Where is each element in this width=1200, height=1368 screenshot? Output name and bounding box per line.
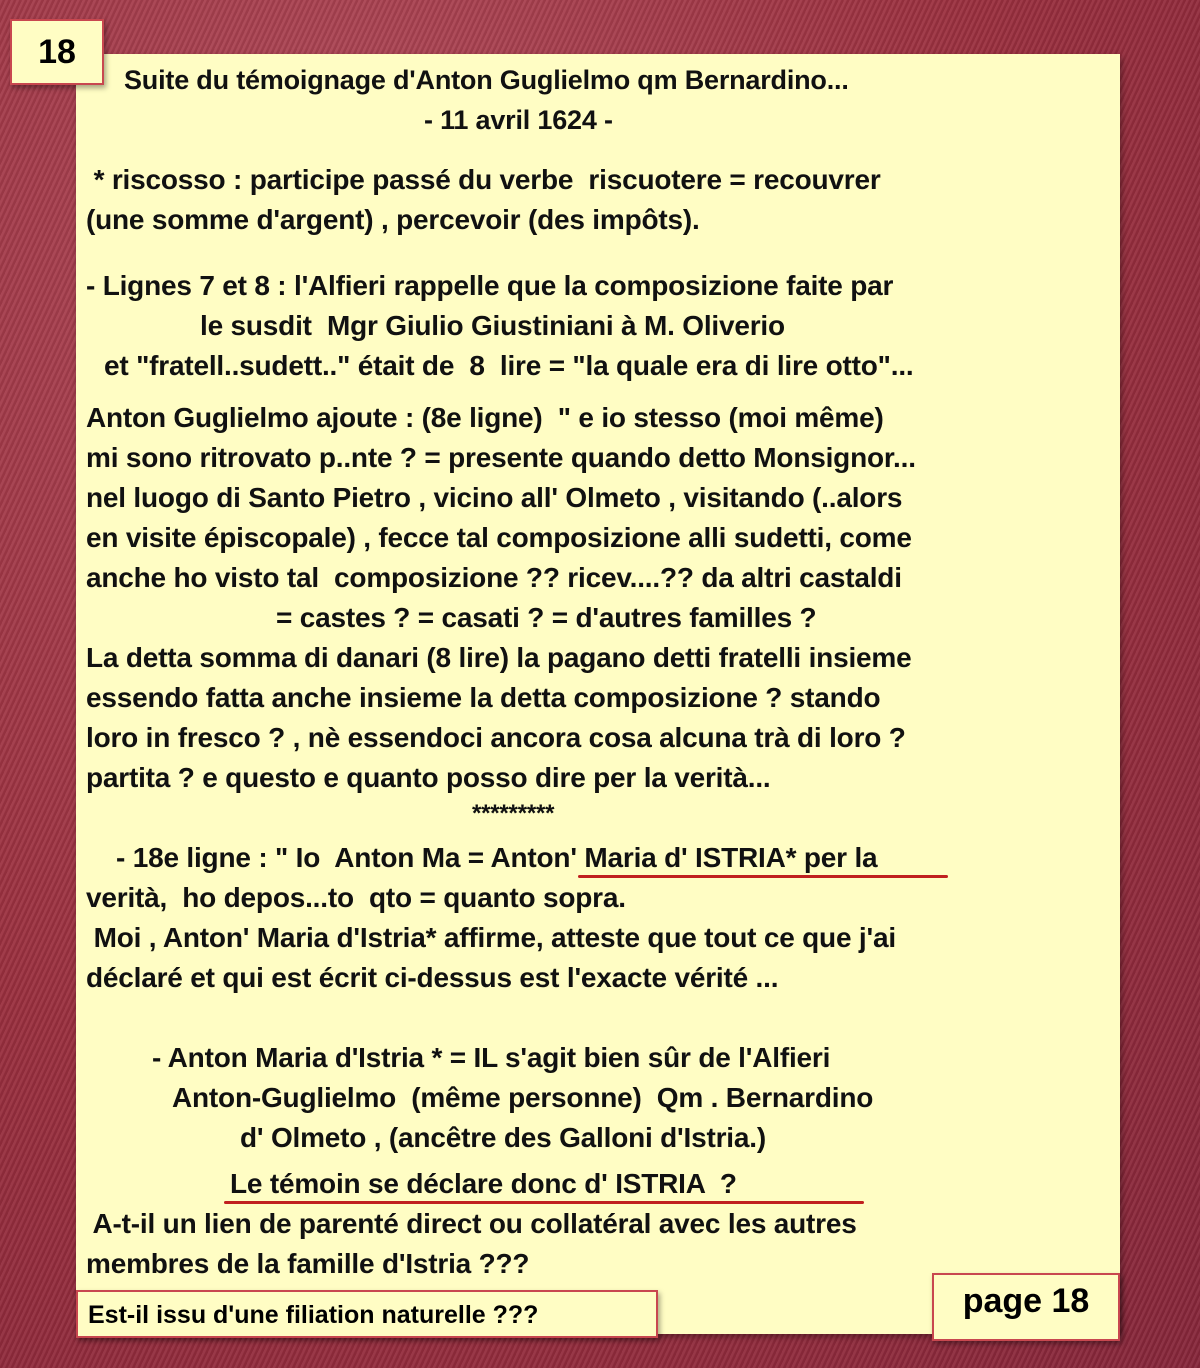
text-line: en visite épiscopale) , fecce tal composizione alli sudetti, come <box>86 522 912 553</box>
text-line: La detta somma di danari (8 lire) la pagano detti fratelli insieme <box>86 642 912 673</box>
separator-asterisks: ********* <box>472 800 555 827</box>
text-line: - Anton Maria d'Istria * = IL s'agit bien sûr de l'Alfieri <box>152 1042 831 1073</box>
text-line: déclaré et qui est écrit ci-dessus est l'exacte vérité ... <box>86 962 779 993</box>
text-line: verità, ho depos...to qto = quanto sopra. <box>86 882 626 913</box>
text-line: (une somme d'argent) , percevoir (des impôts). <box>86 204 700 235</box>
page-number-badge: 18 <box>10 19 104 85</box>
text-line: le susdit Mgr Giulio Giustiniani à M. Oliverio <box>200 310 785 341</box>
text-line: Moi , Anton' Maria d'Istria* affirme, atteste que tout ce que j'ai <box>86 922 896 953</box>
text-line: A-t-il un lien de parenté direct ou collatéral avec les autres <box>86 1208 857 1239</box>
text-line: - Lignes 7 et 8 : l'Alfieri rappelle que la composizione faite par <box>86 270 894 301</box>
text-line: mi sono ritrovato p..nte ? = presente quando detto Monsignor... <box>86 442 916 473</box>
text-line: partita ? e questo e quanto posso dire per la verità... <box>86 762 771 793</box>
text-line: Anton-Guglielmo (même personne) Qm . Bernardino <box>172 1082 874 1113</box>
highlighted-question: Le témoin se déclare donc d' ISTRIA ? <box>230 1168 737 1199</box>
text-line: loro in fresco ? , nè essendoci ancora cosa alcuna trà di loro ? <box>86 722 906 753</box>
text-line: - 18e ligne : " Io Anton Ma = Anton' Maria d' ISTRIA* per la <box>116 842 878 873</box>
text-line: anche ho visto tal composizione ?? ricev....?? da altri castaldi <box>86 562 902 593</box>
text-line: = castes ? = casati ? = d'autres familles ? <box>276 602 817 633</box>
text-line: Anton Guglielmo ajoute : (8e ligne) " e io stesso (moi même) <box>86 402 884 433</box>
text-line: d' Olmeto , (ancêtre des Galloni d'Istria.) <box>240 1122 766 1153</box>
text-line: et "fratell..sudett.." était de 8 lire = "la quale era di lire otto"... <box>104 350 914 381</box>
heading-title: Suite du témoignage d'Anton Guglielmo qm Bernardino... <box>124 65 849 95</box>
text-line: membres de la famille d'Istria ??? <box>86 1248 530 1279</box>
footer-question-box: Est-il issu d'une filiation naturelle ??? <box>76 1290 658 1338</box>
heading-date: - 11 avril 1624 - <box>424 105 613 135</box>
text-line: * riscosso : participe passé du verbe riscuotere = recouvrer <box>86 164 881 195</box>
underline-mark <box>224 1201 864 1204</box>
text-line: nel luogo di Santo Pietro , vicino all' Olmeto , visitando (..alors <box>86 482 903 513</box>
page-label-badge: page 18 <box>932 1273 1120 1341</box>
underline-mark <box>578 875 948 878</box>
text-line: essendo fatta anche insieme la detta composizione ? stando <box>86 682 881 713</box>
